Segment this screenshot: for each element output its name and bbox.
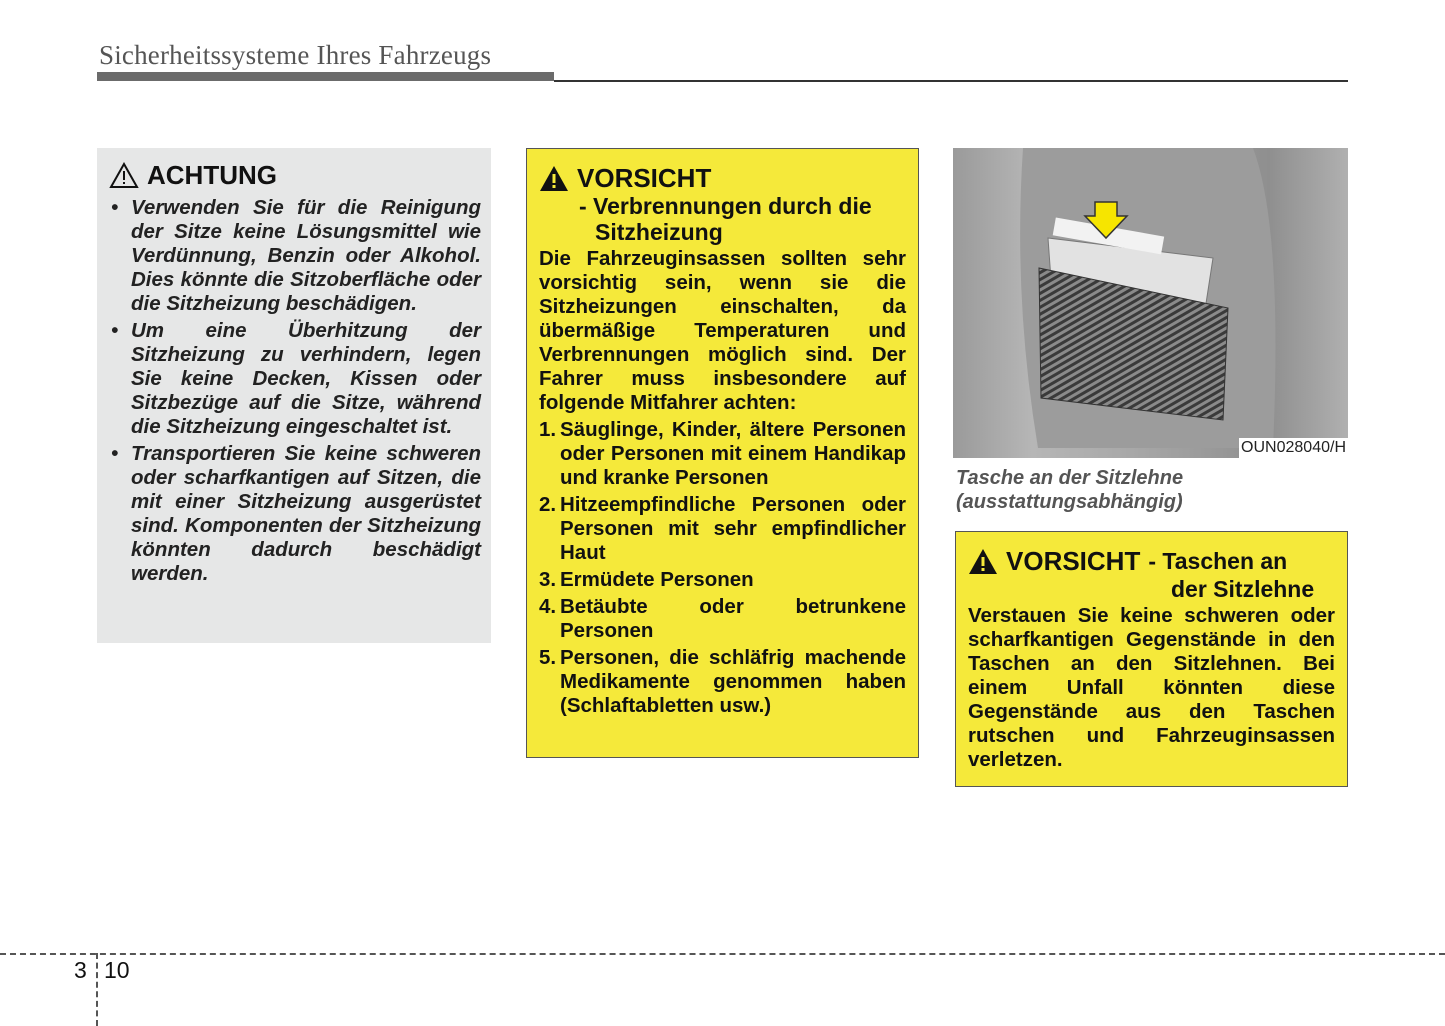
footer-rule [0, 953, 1445, 955]
header-bar [97, 72, 554, 81]
vorsicht-title: VORSICHT [539, 163, 906, 193]
list-item: 3. Ermüdete Personen [539, 568, 754, 591]
vorsicht-text: Verstauen Sie keine schweren oder scharfkantigen Gegenstände in den Taschen an den Sitzlehnen. Bei einem Unfall könnten diese Gegenstände aus den Taschen rutschen und Fahrzeuginsassen verletzen. [968, 604, 1335, 771]
vorsicht-subtitle-2: Sitzheizung [595, 219, 723, 245]
chapter-number: 3 [74, 957, 87, 983]
achtung-box [97, 148, 491, 643]
list-item: 4. Betäubte oder betrunkene Personen [539, 595, 906, 642]
seatback-pocket-illustration [953, 148, 1348, 458]
vorsicht-list [539, 418, 906, 718]
achtung-list [109, 196, 481, 586]
figure-caption: Tasche an der Sitzlehne (ausstattungsabhängig) [956, 467, 1184, 513]
warning-triangle-filled-icon [539, 165, 569, 192]
figure-code: OUN028040/H [1241, 439, 1346, 456]
list-item: 5. Personen, die schläfrig machende Medikamente genommen haben (Schlaftabletten usw.) [539, 646, 906, 717]
page-number: 10 [104, 957, 130, 983]
list-item: • Um eine Überhitzung der Sitzheizung zu verhindern, legen Sie keine Decken, Kissen oder Sitzbezüge auf die Sitze, während die Sitzheizung eingeschaltet ist. [109, 319, 481, 439]
list-item: • Verwenden Sie für die Reinigung der Sitze keine Lösungsmittel wie Verdünnung, Benzin oder Alkohol. Dies könnte die Sitzoberfläche oder die Sitzheizung beschädigen. [109, 196, 481, 316]
vorsicht-box-sitzheizung [526, 148, 919, 758]
list-item: 1. Säuglinge, Kinder, ältere Personen oder Personen mit einem Handikap und kranke Personen [539, 418, 906, 489]
achtung-title: ACHTUNG [109, 160, 481, 190]
warning-triangle-filled-icon [968, 548, 998, 575]
vorsicht-title: VORSICHT - Taschen an [968, 546, 1335, 576]
vorsicht-box-taschen [955, 531, 1348, 787]
header-rule [554, 80, 1348, 82]
footer-divider [96, 953, 98, 1026]
vorsicht-intro: Die Fahrzeuginsassen sollten sehr vorsichtig sein, wenn sie die Sitzheizungen einschalten, da übermäßige Temperaturen und Verbrennungen möglich sind. Der Fahrer muss insbesondere auf folgende Mitfahrer achten: [539, 247, 906, 414]
warning-triangle-outline-icon [109, 162, 139, 189]
vorsicht-subtitle-2: der Sitzlehne [1171, 576, 1315, 602]
running-header: Sicherheitssysteme Ihres Fahrzeugs [99, 40, 492, 70]
list-item: 2. Hitzeempfindliche Personen oder Personen mit sehr empfindlicher Haut [539, 493, 906, 564]
seatback-drawing [953, 148, 1348, 458]
list-item: • Transportieren Sie keine schweren oder scharfkantigen auf Sitzen, die mit einer Sitzheizung ausgerüstet sind. Komponenten der Sitzheizung könnten dadurch beschädigt werden. [109, 442, 481, 586]
vorsicht-subtitle: - Verbrennungen durch die [579, 193, 872, 219]
vorsicht-subtitle: - Taschen an [1148, 548, 1288, 574]
